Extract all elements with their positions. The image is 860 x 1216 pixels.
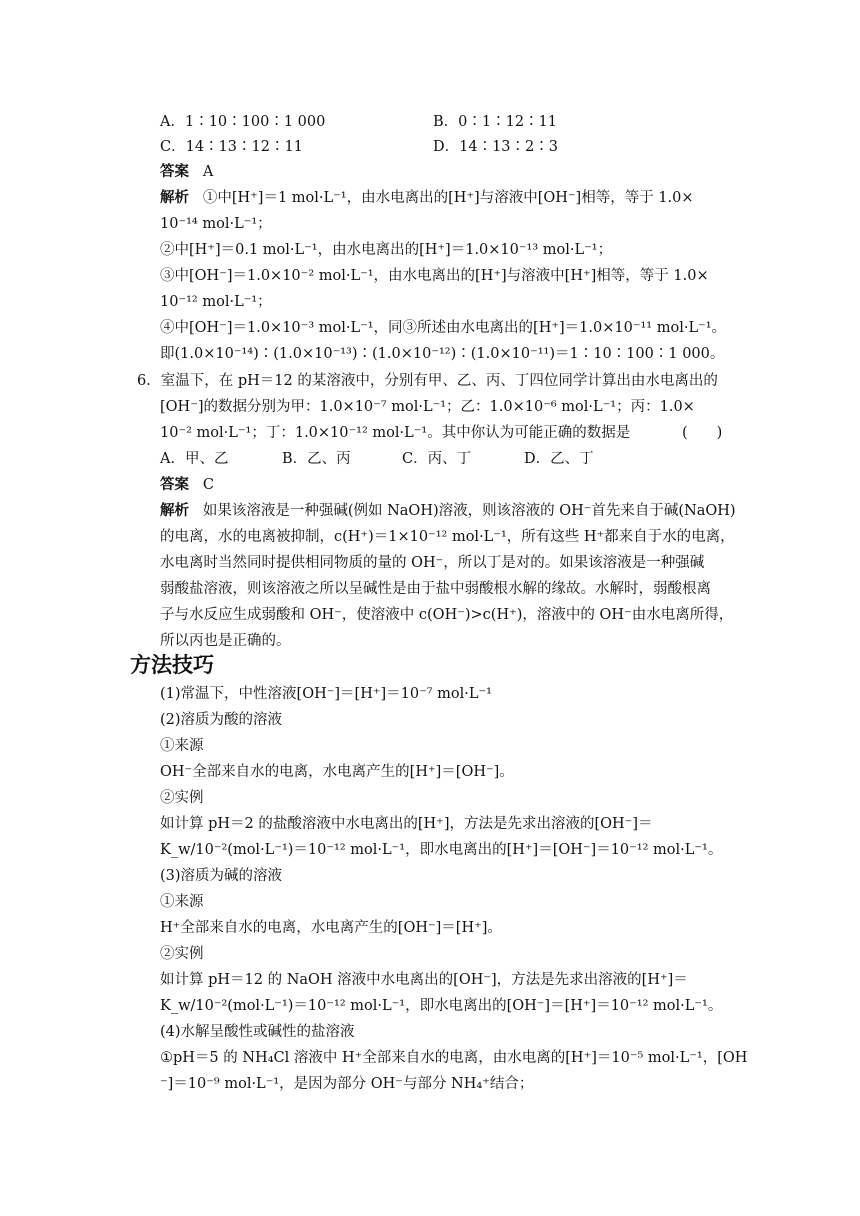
- q6-stem-line: 10⁻² mol·L⁻¹；丁：1.0×10⁻¹² mol·L⁻¹。其中你认为可能正确的数据是: [160, 425, 631, 441]
- explanation-label: 解析: [160, 189, 189, 206]
- answer-label: 答案: [160, 476, 189, 493]
- method-line: K_w/10⁻²(mol·L⁻¹)＝10⁻¹² mol·L⁻¹，即水电离出的[H⁺]＝[OH⁻]＝10⁻¹² mol·L⁻¹。: [160, 842, 723, 858]
- q6-stem-line: 6．室温下，在 pH＝12 的某溶液中，分别有甲、乙、丙、丁四位同学计算出由水电离出的: [137, 373, 718, 389]
- q5-explanation-line: 10⁻¹⁴ mol·L⁻¹；: [160, 216, 272, 232]
- method-line: ①来源: [160, 894, 204, 910]
- method-line: (1)常温下，中性溶液[OH⁻]＝[H⁺]＝10⁻⁷ mol·L⁻¹: [160, 686, 492, 702]
- q5-explanation-line: ③中[OH⁻]＝1.0×10⁻² mol·L⁻¹，由水电离出的[H⁺]与溶液中[H⁺]相等，等于 1.0×: [160, 268, 709, 284]
- q6-explanation-line: 所以丙也是正确的。: [160, 633, 291, 649]
- answer-value: A: [202, 164, 214, 180]
- q6-answer-bracket: ( ): [682, 425, 723, 441]
- method-line: ①来源: [160, 738, 204, 754]
- q6-option-d: D．乙、丁: [524, 451, 594, 467]
- q6-option-c: C．丙、丁: [402, 451, 472, 467]
- method-line: (3)溶质为碱的溶液: [160, 868, 283, 884]
- q5-answer: [160, 162, 213, 182]
- q6-explanation-line: 弱酸盐溶液，则该溶液之所以呈碱性是由于盐中弱酸根水解的缘故。水解时，弱酸根离: [160, 581, 711, 597]
- explanation-label: 解析: [160, 502, 189, 519]
- q5-explanation-line: 即(1.0×10⁻¹⁴)∶(1.0×10⁻¹³)∶(1.0×10⁻¹²)∶(1.0×10⁻¹¹)＝1∶10∶100∶1 000。: [160, 346, 725, 362]
- q6-stem-line: [OH⁻]的数据分别为甲：1.0×10⁻⁷ mol·L⁻¹；乙：1.0×10⁻⁶ mol·L⁻¹；丙：1.0×: [160, 399, 695, 415]
- method-line: 如计算 pH＝2 的盐酸溶液中水电离出的[H⁺]，方法是先求出溶液的[OH⁻]＝: [160, 816, 653, 832]
- q5-explanation-line: ②中[H⁺]＝0.1 mol·L⁻¹，由水电离出的[H⁺]＝1.0×10⁻¹³ mol·L⁻¹；: [160, 242, 613, 258]
- q6-answer: [160, 475, 214, 495]
- method-line: ②实例: [160, 790, 204, 806]
- method-line: (4)水解呈酸性或碱性的盐溶液: [160, 1024, 355, 1040]
- q6-explanation-line: 的电离，水的电离被抑制，c(H⁺)＝1×10⁻¹² mol·L⁻¹，所有这些 H⁺都来自于水的电离，: [160, 529, 735, 545]
- q5-explanation-line: 10⁻¹² mol·L⁻¹；: [160, 294, 272, 310]
- q5-option-c: C．14∶13∶12∶11: [160, 139, 303, 155]
- method-line: 如计算 pH＝12 的 NaOH 溶液中水电离出的[OH⁻]，方法是先求出溶液的[H⁺]＝: [160, 972, 688, 988]
- method-line: ⁻]＝10⁻⁹ mol·L⁻¹，是因为部分 OH⁻与部分 NH₄⁺结合；: [160, 1076, 534, 1092]
- answer-value: C: [202, 477, 214, 493]
- q5-option-d: D．14∶13∶2∶3: [433, 139, 558, 155]
- method-line: OH⁻全部来自水的电离，水电离产生的[H⁺]＝[OH⁻]。: [160, 764, 514, 780]
- method-line: (2)溶质为酸的溶液: [160, 712, 283, 728]
- method-line: H⁺全部来自水的电离，水电离产生的[OH⁻]＝[H⁺]。: [160, 920, 502, 936]
- answer-label: 答案: [160, 163, 189, 180]
- method-line: ②实例: [160, 946, 204, 962]
- q5-explanation-line: 解析 ①中[H⁺]＝1 mol·L⁻¹，由水电离出的[H⁺]与溶液中[OH⁻]相等，等于 1.0×: [160, 189, 694, 206]
- q6-explanation-line: 解析 如果该溶液是一种强碱(例如 NaOH)溶液，则该溶液的 OH⁻首先来自于碱(NaOH): [160, 502, 736, 519]
- q5-option-b: B．0∶1∶12∶11: [433, 114, 558, 130]
- q5-option-a: A．1∶10∶100∶1 000: [160, 114, 326, 130]
- q5-explanation-line: ④中[OH⁻]＝1.0×10⁻³ mol·L⁻¹，同③所述由水电离出的[H⁺]＝1.0×10⁻¹¹ mol·L⁻¹。: [160, 320, 727, 336]
- q6-option-b: B．乙、丙: [282, 451, 351, 467]
- q6-explanation-line: 水电离时当然同时提供相同物质的量的 OH⁻，所以丁是对的。如果该溶液是一种强碱: [160, 555, 705, 571]
- q6-option-a: A．甲、乙: [160, 451, 229, 467]
- section-heading: 方法技巧: [130, 653, 214, 677]
- method-line: K_w/10⁻²(mol·L⁻¹)＝10⁻¹² mol·L⁻¹，即水电离出的[OH⁻]＝[H⁺]＝10⁻¹² mol·L⁻¹。: [160, 998, 723, 1014]
- q6-explanation-line: 子与水反应生成弱酸和 OH⁻，使溶液中 c(OH⁻)>c(H⁺)，溶液中的 OH⁻由水电离所得，: [160, 607, 734, 623]
- method-line: ①pH＝5 的 NH₄Cl 溶液中 H⁺全部来自水的电离，由水电离的[H⁺]＝10⁻⁵ mol·L⁻¹，[OH: [160, 1050, 748, 1066]
